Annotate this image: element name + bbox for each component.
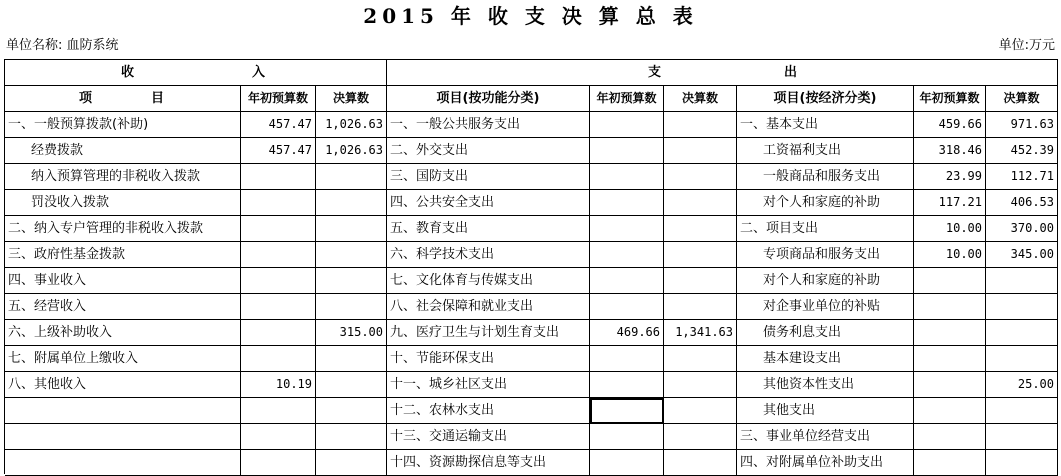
econ-item-cell[interactable]: 其他资本性支出 xyxy=(737,372,914,398)
econ-budget-cell[interactable]: 318.46 xyxy=(914,138,986,164)
income-item-cell[interactable] xyxy=(5,398,241,424)
func-item-cell[interactable]: 十、节能环保支出 xyxy=(387,346,590,372)
income-budget-cell[interactable] xyxy=(241,268,316,294)
econ-final-cell[interactable]: 345.00 xyxy=(986,242,1058,268)
func-final-cell[interactable] xyxy=(664,346,737,372)
econ-final-cell[interactable]: 112.71 xyxy=(986,164,1058,190)
func-final-cell[interactable] xyxy=(664,164,737,190)
income-item-cell[interactable] xyxy=(5,424,241,450)
econ-budget-cell[interactable] xyxy=(914,294,986,320)
income-final-cell[interactable] xyxy=(316,424,387,450)
func-final-header[interactable]: 决算数 xyxy=(664,86,737,112)
income-section-header[interactable] xyxy=(5,60,387,86)
econ-item-cell[interactable]: 一、基本支出 xyxy=(737,112,914,138)
func-budget-cell[interactable] xyxy=(590,138,664,164)
income-final-cell[interactable] xyxy=(316,450,387,476)
econ-final-cell[interactable] xyxy=(986,450,1058,476)
func-budget-cell[interactable] xyxy=(590,112,664,138)
econ-budget-cell[interactable] xyxy=(914,268,986,294)
func-item-cell[interactable]: 十三、交通运输支出 xyxy=(387,424,590,450)
income-header-text2: 入 xyxy=(252,65,266,80)
econ-item-cell[interactable]: 二、项目支出 xyxy=(737,216,914,242)
income-item-cell[interactable]: 四、事业收入 xyxy=(5,268,241,294)
func-budget-cell[interactable] xyxy=(590,424,664,450)
func-budget-cell[interactable] xyxy=(590,164,664,190)
func-final-cell[interactable] xyxy=(664,450,737,476)
func-item-cell[interactable]: 三、国防支出 xyxy=(387,164,590,190)
func-final-cell[interactable] xyxy=(664,216,737,242)
income-item-cell[interactable]: 八、其他收入 xyxy=(5,372,241,398)
func-final-cell[interactable] xyxy=(664,242,737,268)
func-final-cell[interactable]: 1,341.63 xyxy=(664,320,737,346)
func-final-cell[interactable] xyxy=(664,190,737,216)
income-budget-header[interactable]: 年初预算数 xyxy=(241,86,316,112)
econ-final-cell[interactable]: 370.00 xyxy=(986,216,1058,242)
econ-item-cell[interactable]: 对个人和家庭的补助 xyxy=(737,268,914,294)
econ-item-header[interactable]: 项目(按经济分类) xyxy=(737,86,914,112)
econ-final-cell[interactable] xyxy=(986,346,1058,372)
econ-budget-cell[interactable] xyxy=(914,450,986,476)
income-final-cell[interactable] xyxy=(316,216,387,242)
func-budget-cell[interactable] xyxy=(590,372,664,398)
econ-budget-cell[interactable]: 117.21 xyxy=(914,190,986,216)
income-item-cell[interactable]: 纳入预算管理的非税收入拨款 xyxy=(5,164,241,190)
income-budget-cell[interactable] xyxy=(241,398,316,424)
econ-final-cell[interactable]: 971.63 xyxy=(986,112,1058,138)
econ-budget-header[interactable]: 年初预算数 xyxy=(914,86,986,112)
func-final-cell[interactable] xyxy=(664,424,737,450)
income-item-cell[interactable] xyxy=(5,450,241,476)
econ-final-cell[interactable] xyxy=(986,424,1058,450)
econ-item-cell[interactable]: 一般商品和服务支出 xyxy=(737,164,914,190)
func-item-cell[interactable]: 九、医疗卫生与计划生育支出 xyxy=(387,320,590,346)
func-budget-cell[interactable] xyxy=(590,268,664,294)
func-item-cell[interactable]: 八、社会保障和就业支出 xyxy=(387,294,590,320)
func-item-cell[interactable]: 七、文化体育与传媒支出 xyxy=(387,268,590,294)
income-final-cell[interactable]: 315.00 xyxy=(316,320,387,346)
expense-header-text2: 出 xyxy=(784,65,798,80)
income-item-cell[interactable]: 五、经营收入 xyxy=(5,294,241,320)
income-item-cell[interactable]: 一、一般预算拨款(补助) xyxy=(5,112,241,138)
unit-name-label: 单位名称: 血防系统 xyxy=(6,38,119,53)
econ-item-cell[interactable]: 对个人和家庭的补助 xyxy=(737,190,914,216)
income-final-cell[interactable] xyxy=(316,294,387,320)
econ-item-cell[interactable]: 四、对附属单位补助支出 xyxy=(737,450,914,476)
income-final-header[interactable]: 决算数 xyxy=(316,86,387,112)
func-budget-header[interactable]: 年初预算数 xyxy=(590,86,664,112)
econ-budget-cell[interactable] xyxy=(914,346,986,372)
func-item-cell[interactable]: 二、外交支出 xyxy=(387,138,590,164)
func-item-cell[interactable]: 一、一般公共服务支出 xyxy=(387,112,590,138)
income-budget-cell[interactable] xyxy=(241,190,316,216)
func-item-cell[interactable]: 六、科学技术支出 xyxy=(387,242,590,268)
econ-final-cell[interactable] xyxy=(986,294,1058,320)
econ-item-cell[interactable]: 债务利息支出 xyxy=(737,320,914,346)
func-budget-cell[interactable] xyxy=(590,190,664,216)
econ-final-cell[interactable]: 452.39 xyxy=(986,138,1058,164)
income-final-cell[interactable] xyxy=(316,190,387,216)
func-budget-cell[interactable] xyxy=(590,398,664,424)
econ-budget-cell[interactable]: 10.00 xyxy=(914,216,986,242)
func-item-cell[interactable]: 十一、城乡社区支出 xyxy=(387,372,590,398)
income-budget-cell[interactable] xyxy=(241,450,316,476)
func-final-cell[interactable] xyxy=(664,138,737,164)
income-item-cell[interactable]: 三、政府性基金拨款 xyxy=(5,242,241,268)
func-final-cell[interactable] xyxy=(664,268,737,294)
func-budget-cell[interactable] xyxy=(590,216,664,242)
econ-item-cell[interactable]: 其他支出 xyxy=(737,398,914,424)
expense-header-text: 支 xyxy=(648,65,662,80)
econ-final-header[interactable]: 决算数 xyxy=(986,86,1058,112)
func-item-cell[interactable]: 十四、资源勘探信息等支出 xyxy=(387,450,590,476)
item-header-text2: 目 xyxy=(151,91,165,106)
income-item-cell[interactable]: 七、附属单位上缴收入 xyxy=(5,346,241,372)
func-budget-cell[interactable] xyxy=(590,242,664,268)
func-final-cell[interactable] xyxy=(664,398,737,424)
func-final-cell[interactable] xyxy=(664,372,737,398)
econ-final-cell[interactable]: 406.53 xyxy=(986,190,1058,216)
econ-budget-cell[interactable]: 23.99 xyxy=(914,164,986,190)
econ-item-cell[interactable]: 对企事业单位的补贴 xyxy=(737,294,914,320)
func-item-header[interactable]: 项目(按功能分类) xyxy=(387,86,590,112)
income-final-cell[interactable] xyxy=(316,346,387,372)
econ-item-cell[interactable]: 三、事业单位经营支出 xyxy=(737,424,914,450)
expense-section-header[interactable] xyxy=(387,60,1058,86)
income-budget-cell[interactable] xyxy=(241,294,316,320)
income-final-cell[interactable] xyxy=(316,398,387,424)
func-budget-cell[interactable] xyxy=(590,346,664,372)
income-item-header[interactable] xyxy=(5,86,241,112)
func-item-cell[interactable]: 五、教育支出 xyxy=(387,216,590,242)
income-final-cell[interactable] xyxy=(316,164,387,190)
econ-item-cell[interactable]: 基本建设支出 xyxy=(737,346,914,372)
func-budget-cell[interactable] xyxy=(590,294,664,320)
income-final-cell[interactable]: 1,026.63 xyxy=(316,112,387,138)
income-budget-cell[interactable]: 10.19 xyxy=(241,372,316,398)
unit-measure-label: 单位:万元 xyxy=(998,38,1055,53)
econ-item-cell[interactable]: 专项商品和服务支出 xyxy=(737,242,914,268)
econ-final-cell[interactable] xyxy=(986,320,1058,346)
income-budget-cell[interactable]: 457.47 xyxy=(241,138,316,164)
income-budget-cell[interactable] xyxy=(241,216,316,242)
econ-final-cell[interactable]: 25.00 xyxy=(986,372,1058,398)
income-final-cell[interactable]: 1,026.63 xyxy=(316,138,387,164)
econ-final-cell[interactable] xyxy=(986,268,1058,294)
func-final-cell[interactable] xyxy=(664,294,737,320)
econ-budget-cell[interactable]: 459.66 xyxy=(914,112,986,138)
income-header-text: 收 xyxy=(121,65,135,80)
income-item-cell[interactable]: 经费拨款 xyxy=(5,138,241,164)
income-item-cell[interactable]: 六、上级补助收入 xyxy=(5,320,241,346)
report-title: 2015 年 收 支 决 算 总 表 xyxy=(363,4,698,28)
func-budget-cell[interactable]: 469.66 xyxy=(590,320,664,346)
income-item-cell[interactable]: 二、纳入专户管理的非税收入拨款 xyxy=(5,216,241,242)
income-final-cell[interactable] xyxy=(316,372,387,398)
income-budget-cell[interactable] xyxy=(241,346,316,372)
econ-budget-cell[interactable] xyxy=(914,424,986,450)
income-budget-cell[interactable] xyxy=(241,164,316,190)
func-item-cell[interactable]: 四、公共安全支出 xyxy=(387,190,590,216)
func-final-cell[interactable] xyxy=(664,112,737,138)
income-item-cell[interactable]: 罚没收入拨款 xyxy=(5,190,241,216)
income-final-cell[interactable] xyxy=(316,242,387,268)
budget-table xyxy=(4,59,1058,474)
econ-budget-cell[interactable]: 10.00 xyxy=(914,242,986,268)
income-budget-cell[interactable] xyxy=(241,320,316,346)
econ-budget-cell[interactable] xyxy=(914,398,986,424)
econ-final-cell[interactable] xyxy=(986,398,1058,424)
income-budget-cell[interactable]: 457.47 xyxy=(241,112,316,138)
item-header-text: 项 xyxy=(79,91,93,106)
econ-budget-cell[interactable] xyxy=(914,320,986,346)
econ-budget-cell[interactable] xyxy=(914,372,986,398)
func-item-cell[interactable]: 十二、农林水支出 xyxy=(387,398,590,424)
econ-item-cell[interactable]: 工资福利支出 xyxy=(737,138,914,164)
income-final-cell[interactable] xyxy=(316,268,387,294)
income-budget-cell[interactable] xyxy=(241,424,316,450)
func-budget-cell[interactable] xyxy=(590,450,664,476)
income-budget-cell[interactable] xyxy=(241,242,316,268)
